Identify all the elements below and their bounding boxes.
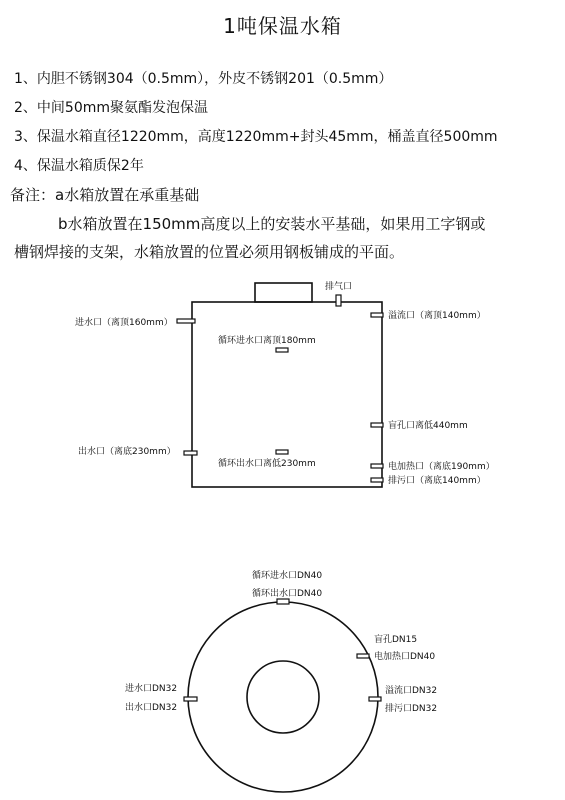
circ-out-label: 循环出水口离低230mm bbox=[218, 459, 316, 469]
top-circ-out-label: 循环出水口DN40 bbox=[252, 589, 323, 599]
top-outlet-label: 出水口DN32 bbox=[125, 703, 178, 713]
top-view bbox=[125, 569, 437, 792]
top-blind-label: 盲孔DN15 bbox=[374, 635, 418, 645]
tank-lid bbox=[255, 283, 312, 302]
heater-label: 电加热口（离底190mm） bbox=[388, 462, 495, 472]
top-inlet-outlet-port bbox=[184, 697, 197, 701]
top-heater-blind-port bbox=[357, 654, 369, 658]
circ-in-label: 循环进水口离顶180mm bbox=[218, 336, 316, 346]
drain-port bbox=[371, 478, 383, 482]
overflow-label: 溢流口（离顶140mm） bbox=[388, 311, 486, 321]
circ-out-port bbox=[276, 450, 288, 454]
circ-in-port bbox=[276, 348, 288, 352]
blind-label: 盲孔口离低440mm bbox=[388, 421, 468, 431]
lid-inner-circle bbox=[247, 661, 319, 733]
vent-port bbox=[336, 295, 341, 306]
page-title: 1吨保温水箱 bbox=[223, 14, 342, 38]
top-inlet-label: 进水口DN32 bbox=[125, 684, 178, 694]
top-overflow-label: 溢流口DN32 bbox=[385, 686, 438, 696]
top-drain-label: 排污口DN32 bbox=[385, 704, 438, 714]
drain-label: 排污口（离底140mm） bbox=[388, 476, 486, 486]
spec-line-2: 2、中间50mm聚氨酯发泡保温 bbox=[14, 100, 208, 116]
tank-outer-circle bbox=[188, 602, 378, 792]
note-b-line-1: b水箱放置在150mm高度以上的安装水平基础，如果用工字钢或 bbox=[58, 215, 486, 233]
inlet-port bbox=[177, 319, 195, 323]
inlet-label: 进水口（离顶160mm） bbox=[75, 318, 173, 328]
top-circ-in-label: 循环进水口DN40 bbox=[252, 571, 323, 581]
spec-line-4: 4、保温水箱质保2年 bbox=[14, 158, 144, 174]
outlet-label: 出水口（离底230mm） bbox=[78, 447, 176, 457]
note-a: 备注：a水箱放置在承重基础 bbox=[10, 186, 200, 204]
side-view bbox=[75, 280, 495, 487]
vent-label: 排气口 bbox=[325, 282, 353, 292]
top-circ-port bbox=[277, 599, 289, 604]
overflow-port bbox=[371, 313, 383, 317]
note-b-line-2: 槽钢焊接的支架，水箱放置的位置必须用钢板铺成的平面。 bbox=[14, 243, 405, 261]
spec-line-1: 1、内胆不锈钢304（0.5mm），外皮不锈钢201（0.5mm） bbox=[14, 71, 393, 87]
heater-port bbox=[371, 464, 383, 468]
top-overflow-drain-port bbox=[369, 697, 381, 701]
top-heater-label: 电加热口DN40 bbox=[374, 652, 436, 662]
outlet-port bbox=[184, 451, 197, 455]
blind-port bbox=[371, 423, 383, 427]
spec-line-3: 3、保温水箱直径1220mm，高度1220mm+封头45mm，桶盖直径500mm bbox=[14, 129, 498, 145]
